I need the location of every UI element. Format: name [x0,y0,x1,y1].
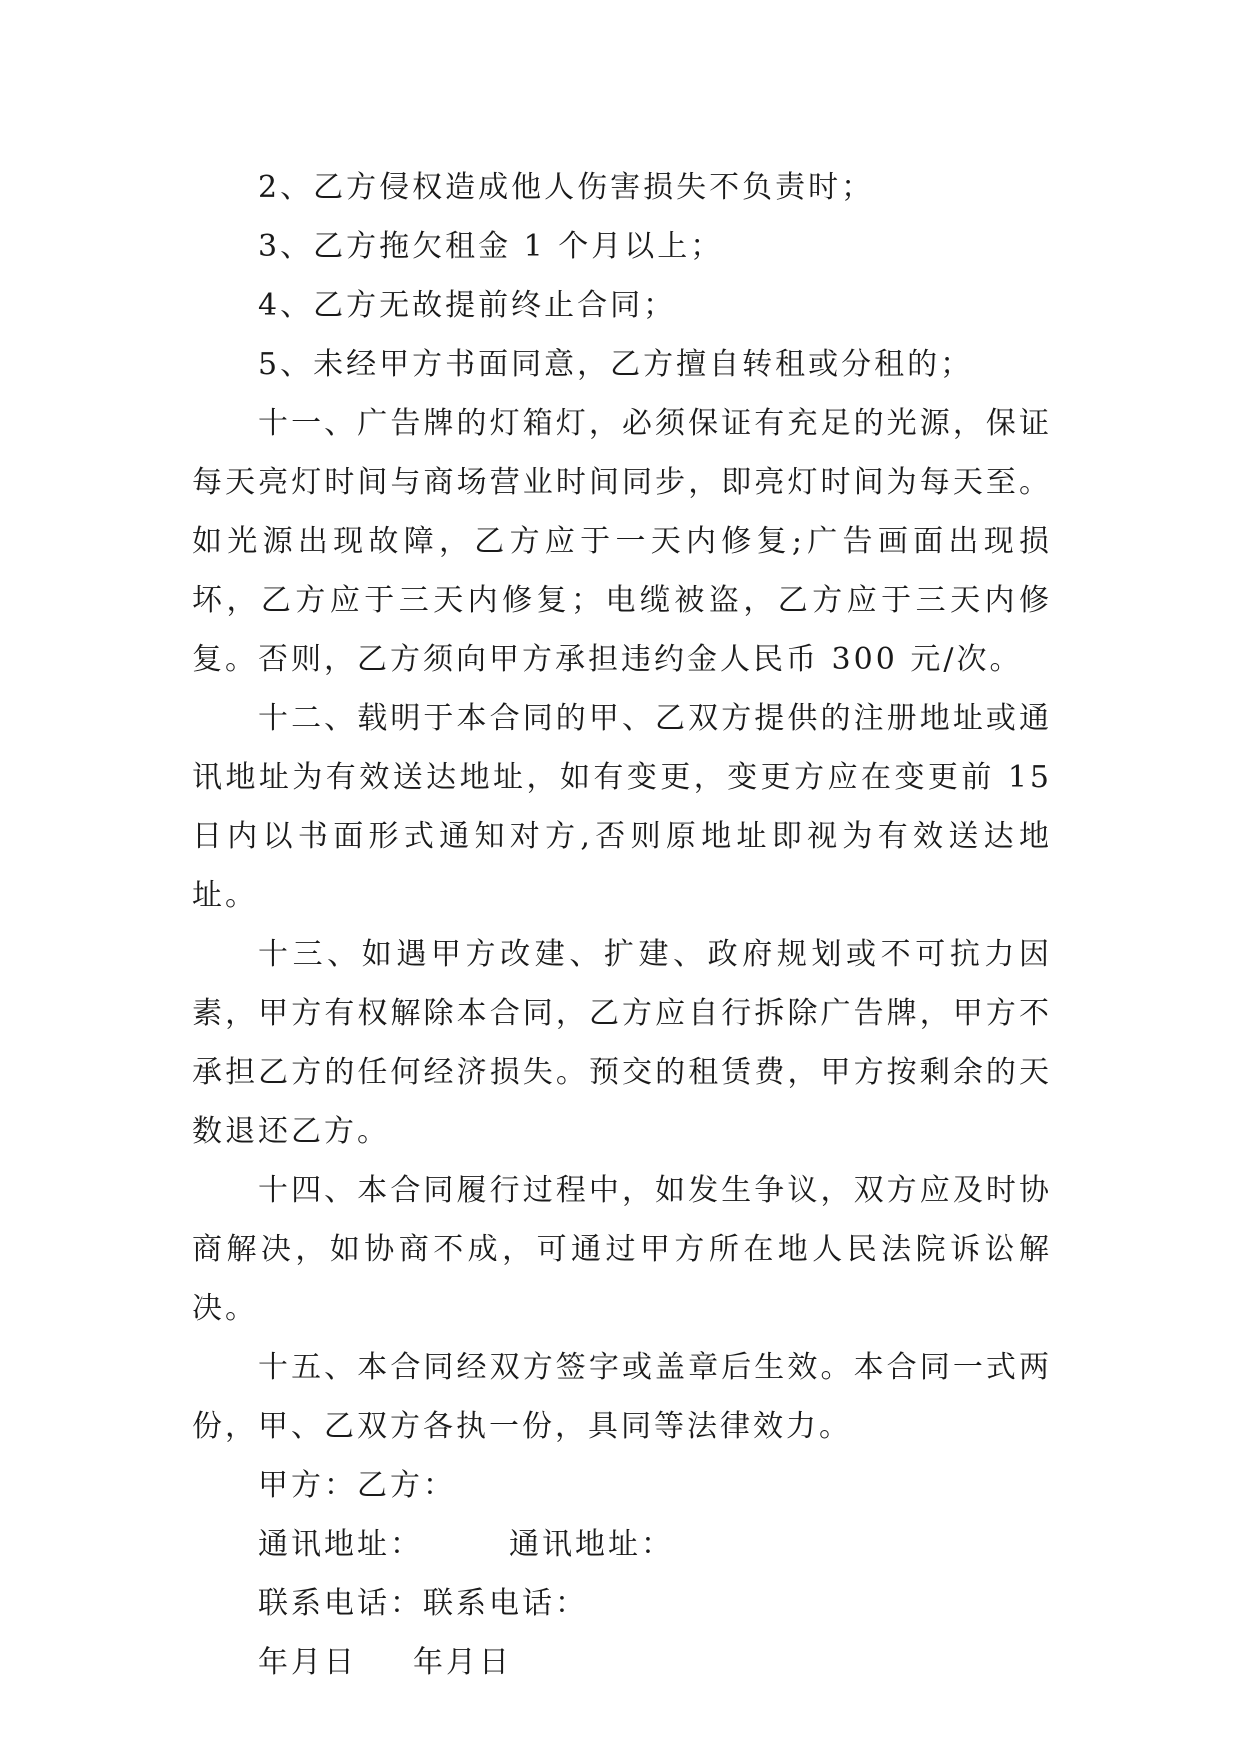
parties-label: 甲方：乙方： [258,1468,456,1503]
signature-address [192,1515,1052,1574]
clause-item-2: 2、乙方侵权造成他人伤害损失不负责时； [258,170,875,205]
article-12: 十二、载明于本合同的甲、乙双方提供的注册地址或通讯地址为有效送达地址，如有变更，变更方应在变更前 15 日内以书面形式通知对方,否则原地址即视为有效送达地址。 [192,701,1052,913]
document-body [192,158,1052,1692]
phone-label: 联系电话：联系电话： [258,1586,588,1621]
article-13: 十三、如遇甲方改建、扩建、政府规划或不可抗力因素，甲方有权解除本合同，乙方应自行拆除广告牌，甲方不承担乙方的任何经济损失。预交的租赁费，甲方按剩余的天数退还乙方。 [192,937,1052,1149]
party-a-date-label: 年月日 [258,1645,357,1680]
article-15: 十五、本合同经双方签字或盖章后生效。本合同一式两份，甲、乙双方各执一份，具同等法律效力。 [192,1350,1052,1444]
article-14: 十四、本合同履行过程中，如发生争议，双方应及时协商解决，如协商不成，可通过甲方所在地人民法院诉讼解决。 [192,1173,1052,1326]
signature-parties [192,1456,1052,1515]
party-a-address-label: 通讯地址： [258,1527,423,1562]
party-b-date-label: 年月日 [413,1645,512,1680]
party-b-address-label: 通讯地址： [509,1527,674,1562]
clause-item-4: 4、乙方无故提前终止合同； [258,288,677,323]
clause-item-3: 3、乙方拖欠租金 1 个月以上； [258,229,724,264]
clause-item-5: 5、未经甲方书面同意，乙方擅自转租或分租的； [258,347,974,382]
signature-phone [192,1574,1052,1633]
signature-date [192,1633,1052,1692]
article-11: 十一、广告牌的灯箱灯，必须保证有充足的光源，保证每天亮灯时间与商场营业时间同步，即亮灯时间为每天至。如光源出现故障，乙方应于一天内修复;广告画面出现损坏，乙方应于三天内修复；电缆被盗，乙方应于三天内修复。否则，乙方须向甲方承担违约金人民币 300 元/次。 [192,406,1052,677]
